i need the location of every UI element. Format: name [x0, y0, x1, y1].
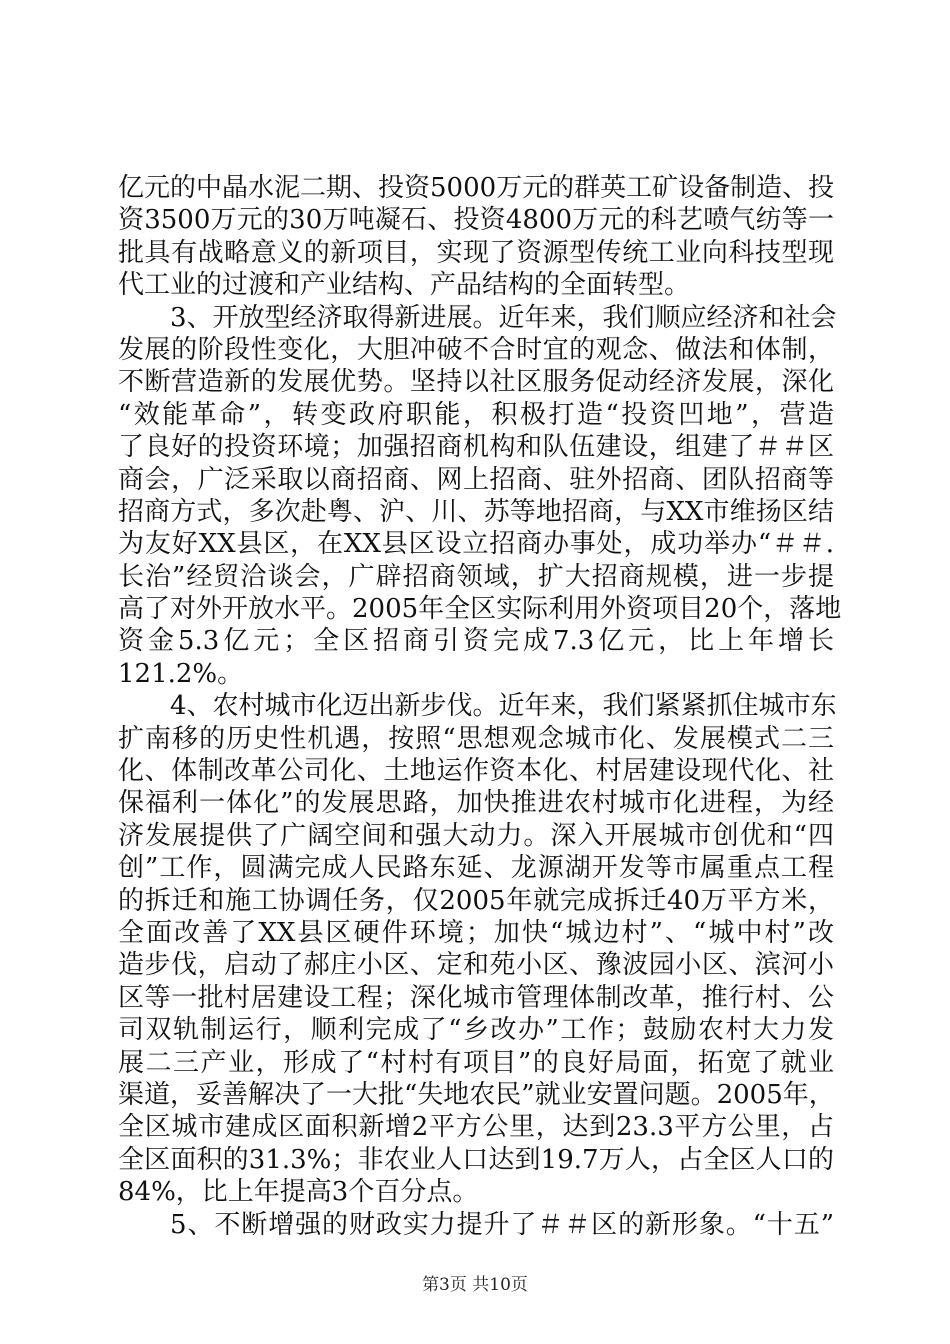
- text-line: 全区城市建成区面积新增2平方公里，达到23.3平方公里，占: [118, 1112, 834, 1143]
- text-line: 批具有战略意义的新项目，实现了资源型传统工业向科技型现: [118, 237, 834, 268]
- text-line: 渠道，妥善解决了一大批“失地农民”就业安置问题。2005年，: [118, 1079, 835, 1110]
- text-line: 5、不断增强的财政实力提升了＃＃区的新形象。“十五”: [170, 1209, 834, 1240]
- text-line: 亿元的中晶水泥二期、投资5000万元的群英工矿设备制造、投: [118, 173, 835, 203]
- text-line: 全区面积的31.3%；非农业人口达到19.7万人，占全区人口的: [118, 1144, 834, 1175]
- text-line: 济发展提供了广阔空间和强大动力。深入开展城市创优和“四: [118, 820, 834, 851]
- text-line: “效能革命”，转变政府职能，积极打造“投资凹地”，营造: [118, 399, 834, 430]
- text-line: 121.2%。: [118, 658, 244, 689]
- text-line: 资金5.3亿元；全区招商引资完成7.3亿元，比上年增长: [118, 626, 834, 657]
- text-line: 资3500万元的30万吨凝石、投资4800万元的科艺喷气纺等一: [118, 205, 834, 236]
- text-line: 了良好的投资环境；加强招商机构和队伍建设，组建了＃＃区: [118, 432, 834, 463]
- text-line: 为友好XX县区，在XX县区设立招商办事处，成功举办“＃＃.: [118, 529, 834, 560]
- text-line: 长治”经贸洽谈会，广辟招商领域，扩大招商规模，进一步提: [118, 561, 834, 592]
- text-line: 造步伐，启动了郝庄小区、定和苑小区、豫波园小区、滨河小: [118, 950, 834, 981]
- text-line: 展二三产业，形成了“村村有项目”的良好局面，拓宽了就业: [118, 1047, 834, 1078]
- text-line: 扩南移的历史性机遇，按照“思想观念城市化、发展模式二三: [118, 723, 834, 754]
- page-footer: [0, 1270, 950, 1295]
- text-line: 4、农村城市化迈出新步伐。近年来，我们紧紧抓住城市东: [170, 691, 837, 722]
- text-line: 代工业的过渡和产业结构、产品结构的全面转型。: [118, 270, 691, 301]
- text-line: 高了对外开放水平。2005年全区实际利用外资项目20个，落地: [118, 594, 842, 625]
- text-line: 不断营造新的发展优势。坚持以社区服务促动经济发展，深化: [118, 367, 834, 398]
- page-number: 第3页 共10页: [422, 1275, 528, 1295]
- text-line: 84%，比上年提高3个百分点。: [118, 1177, 479, 1208]
- text-line: 3、开放型经济取得新进展。近年来，我们顺应经济和社会: [170, 302, 837, 333]
- text-line: 司双轨制运行，顺利完成了“乡改办”工作；鼓励农村大力发: [118, 1015, 834, 1046]
- text-line: 商会，广泛采取以商招商、网上招商、驻外招商、团队招商等: [118, 464, 834, 495]
- text-line: 区等一批村居建设工程；深化城市管理体制改革，推行村、公: [118, 982, 834, 1013]
- text-line: 的拆迁和施工协调任务，仅2005年就完成拆迁40万平方米，: [118, 885, 834, 916]
- text-line: 全面改善了XX县区硬件环境；加快“城边村”、“城中村”改: [118, 917, 834, 948]
- text-line: 招商方式，多次赴粤、沪、川、苏等地招商，与XX市维扬区结: [118, 496, 834, 527]
- text-line: 保福利一体化”的发展思路，加快推进农村城市化进程，为经: [118, 788, 834, 819]
- text-line: 创”工作，圆满完成人民路东延、龙源湖开发等市属重点工程: [118, 853, 834, 884]
- text-line: 发展的阶段性变化，大胆冲破不合时宜的观念、做法和体制，: [118, 334, 834, 365]
- text-line: 化、体制改革公司化、土地运作资本化、村居建设现代化、社: [118, 756, 834, 787]
- body-text: [118, 172, 842, 1241]
